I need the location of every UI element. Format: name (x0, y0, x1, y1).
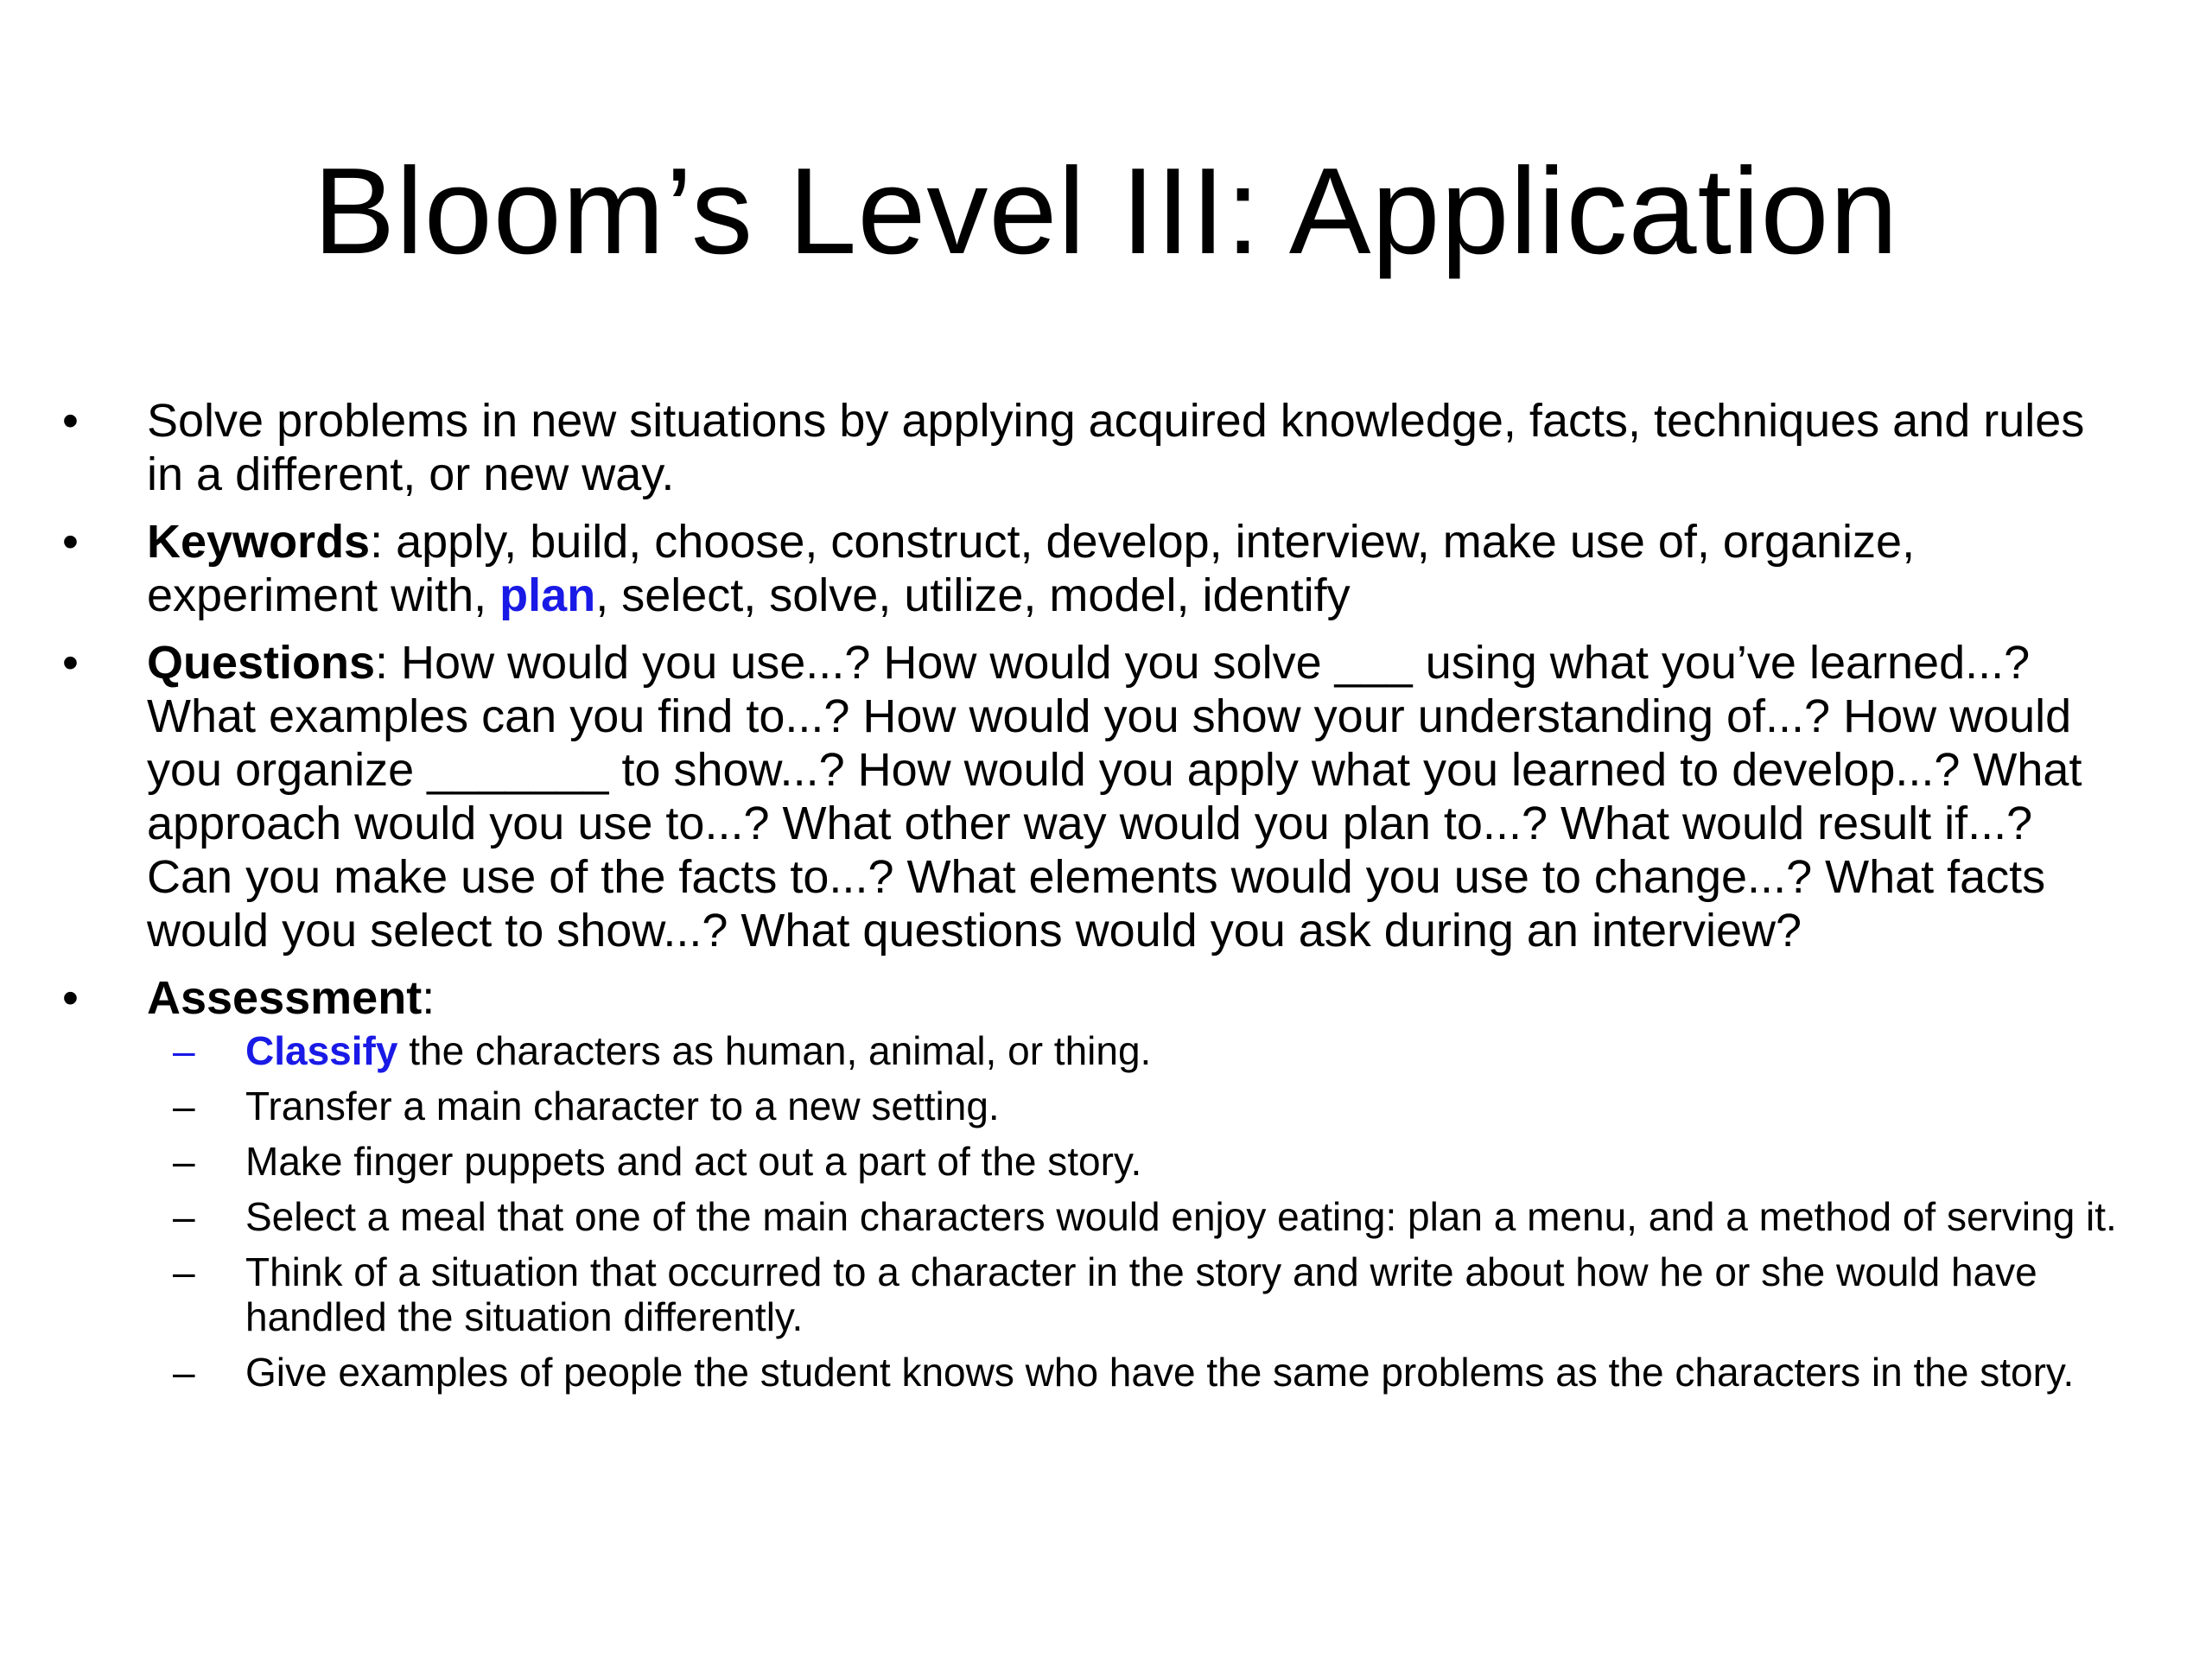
assessment-item (55, 1084, 2129, 1128)
questions-text: : How would you use...? How would you solve ___ using what you’ve learned...? What examples can you find to...? How would you show your understanding of...? How would you organize _______ to show...? How would you apply what you learned to develop...? What approach would you use to...? What other way would you plan to...? What would result if...? Can you make use of the facts to...? What elements would you use to change...? What facts would you select to show...? What questions would you ask during an interview? (147, 637, 2082, 957)
assessment-item-text: Give examples of people the student knows who have the same problems as the characters in the story. (245, 1350, 2075, 1395)
dash-marker: – (173, 1194, 195, 1239)
keywords-text-after: , select, solve, utilize, model, identify (595, 569, 1351, 621)
dash-marker: – (173, 1350, 195, 1395)
bullet-keywords (55, 515, 2129, 622)
assessment-item-text: Select a meal that one of the main characters would enjoy eating: plan a menu, and a method of serving it. (245, 1194, 2117, 1239)
bullet-marker: • (62, 395, 79, 447)
bullet-definition (55, 394, 2129, 501)
assessment-item (55, 1028, 2129, 1073)
definition-text: Solve problems in new situations by applying acquired knowledge, facts, techniques and rules in a different, or new way. (147, 395, 2085, 500)
assessment-item (55, 1350, 2129, 1395)
assessment-item-text: the characters as human, animal, or thing. (397, 1028, 1152, 1073)
assessment-highlight-classify: Classify (245, 1028, 398, 1073)
assessment-item-text: Make finger puppets and act out a part of the story. (245, 1139, 1142, 1184)
assessment-item (55, 1194, 2129, 1239)
dash-marker: – (173, 1249, 195, 1294)
assessment-item-text: Think of a situation that occurred to a character in the story and write about how he or she would have handled the situation differently. (245, 1249, 2037, 1339)
assessment-item-text: Transfer a main character to a new setting. (245, 1084, 1000, 1128)
dash-marker: – (173, 1139, 195, 1184)
bullet-marker: • (62, 516, 79, 568)
questions-label: Questions (147, 637, 376, 689)
assessment-list (147, 1028, 2129, 1395)
assessment-item (55, 1249, 2129, 1339)
keywords-text-before: : apply, build, choose, construct, develop, interview, make use of, organize, experiment with, (147, 516, 1916, 621)
keyword-highlight-plan: plan (499, 569, 596, 621)
bullet-assessment (55, 971, 2129, 1395)
slide-title: Bloom’s Level III: Application (313, 143, 1899, 280)
dash-marker: – (173, 1028, 195, 1073)
slide-content (55, 394, 2129, 1408)
bullet-marker: • (62, 972, 79, 1024)
bullet-marker: • (62, 637, 79, 689)
assessment-colon: : (422, 972, 435, 1024)
assessment-item (55, 1139, 2129, 1184)
dash-marker: – (173, 1084, 195, 1128)
bullet-questions (55, 636, 2129, 957)
keywords-label: Keywords (147, 516, 371, 568)
assessment-label: Assessment (147, 972, 423, 1024)
